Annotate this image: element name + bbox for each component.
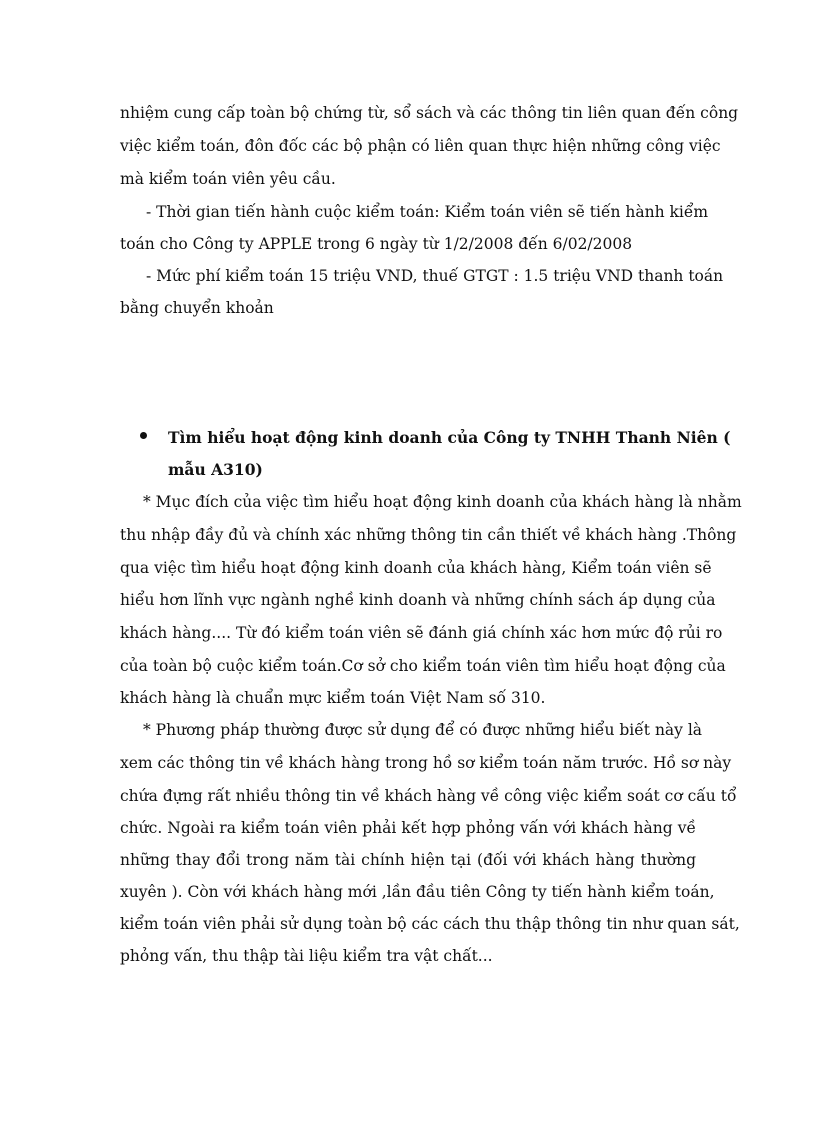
paragraph-line: thu nhập đầy đủ và chính xác những thông tin cần thiết về khách hàng .Thông <box>120 526 737 544</box>
intro-line: toán cho Công ty APPLE trong 6 ngày từ 1/2/2008 đến 6/02/2008 <box>120 235 633 253</box>
paragraph-line: chứa đựng rất nhiều thông tin về khách hàng về công việc kiểm soát cơ cấu tổ <box>120 787 737 805</box>
bullet-icon <box>140 432 147 439</box>
intro-line: - Thời gian tiến hành cuộc kiểm toán: Kiểm toán viên sẽ tiến hành kiểm <box>146 203 709 221</box>
paragraph-line: * Phương pháp thường được sử dụng để có được những hiểu biết này là <box>143 721 703 739</box>
paragraph-line: của toàn bộ cuộc kiểm toán.Cơ sở cho kiểm toán viên tìm hiểu hoạt động của <box>120 657 726 675</box>
section-heading: mẫu A310) <box>168 460 263 479</box>
paragraph-line: phỏng vấn, thu thập tài liệu kiểm tra vật chất... <box>120 947 493 965</box>
intro-line: - Mức phí kiểm toán 15 triệu VND, thuế GTGT : 1.5 triệu VND thanh toán <box>146 267 724 285</box>
intro-line: bằng chuyển khoản <box>120 299 274 317</box>
paragraph-line: * Mục đích của việc tìm hiểu hoạt động kinh doanh của khách hàng là nhằm <box>143 493 742 511</box>
section-heading: Tìm hiểu hoạt động kinh doanh của Công ty TNHH Thanh Niên ( <box>168 428 731 447</box>
intro-line: nhiệm cung cấp toàn bộ chứng từ, sổ sách và các thông tin liên quan đến công <box>120 104 739 122</box>
paragraph-line: xuyên ). Còn với khách hàng mới ,lần đầu tiên Công ty tiến hành kiểm toán, <box>120 883 715 901</box>
paragraph-line: xem các thông tin về khách hàng trong hồ sơ kiểm toán năm trước. Hồ sơ này <box>120 754 732 772</box>
paragraph-line: kiểm toán viên phải sử dụng toàn bộ các cách thu thập thông tin như quan sát, <box>120 915 740 933</box>
paragraph-line: khách hàng.... Từ đó kiểm toán viên sẽ đánh giá chính xác hơn mức độ rủi ro <box>120 624 723 642</box>
paragraph-line: hiểu hơn lĩnh vực ngành nghề kinh doanh và những chính sách áp dụng của <box>120 591 716 609</box>
paragraph-line: chức. Ngoài ra kiểm toán viên phải kết hợp phỏng vấn với khách hàng về <box>120 819 696 837</box>
intro-line: việc kiểm toán, đôn đốc các bộ phận có liên quan thực hiện những công việc <box>120 137 721 155</box>
paragraph-line: những thay đổi trong năm tài chính hiện tại (đối với khách hàng thường <box>120 851 696 869</box>
paragraph-line: qua việc tìm hiểu hoạt động kinh doanh của khách hàng, Kiểm toán viên sẽ <box>120 559 712 577</box>
intro-line: mà kiểm toán viên yêu cầu. <box>120 170 336 188</box>
paragraph-line: khách hàng là chuẩn mực kiểm toán Việt Nam số 310. <box>120 689 546 707</box>
